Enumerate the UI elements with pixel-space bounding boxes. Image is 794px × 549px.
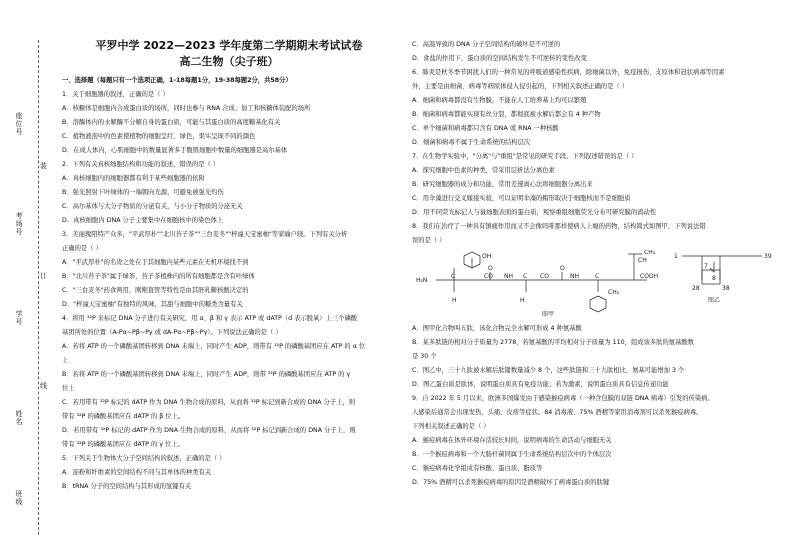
text-line: C．植物液泡中的色素使植物的细胞呈红、绿色，果实呈现不同的颜色 [62,133,256,140]
group-ch3: CH₃ [644,250,656,256]
binding-margin [0,0,60,549]
student-number-label: 学号 [15,310,23,326]
exam-subtitle: 高二生物（尖子班） [179,55,279,68]
text-line: 7．在生物学实验中，"分离"与"重组"是常见的研究手段。下列叙述错误的是（ ） [412,153,638,160]
text-line: C．猴痘病毒化学组成有核酸、蛋白质、脂质等 [412,465,543,472]
text-line: A．淀粉和纤维素的空间结构不同与其单体的种类有关 [62,469,212,476]
text-line: A．图甲化合物叫五肽，该化合物完全水解可形成 4 种氨基酸 [412,325,582,332]
text-line: A．细菌和病毒都没有生物膜，不能在人工培养基上均可以繁殖 [412,97,587,104]
seal-char-zhuang: 装 [40,162,47,170]
exam-title: 平罗中学 2022—2023 学年度第二学期期末考试试卷 [95,39,363,52]
group-cooh: COOH [640,273,659,280]
text-line: 上 [62,357,69,364]
text-line: 6．肺炎是秋冬季节困扰人们的一种常见的呼吸道感染性疾病，除细菌以外，免疫损伤、支原体和冠状病毒等因素 [412,69,725,76]
text-line: B．tRNA 分子的空间结构与其形成的氢键有关 [62,483,192,490]
text-line: D．"梓潼天宝蜜柚"有独特的风味，其甜与细胞中的糖类含量有关 [62,301,243,308]
text-line: 4．将用 ³²P 来标记 DNA 分子进行有关研究，用 α、β 和 γ 表示 ATP 或 dATP（d 表示脱氧）上三个磷酸 [62,315,358,322]
peptide-figure [412,250,784,320]
seal-line [38,40,39,535]
text-line: D．食盐的作用下，蛋白质的空间结构发生不可逆转的变性改变 [412,55,587,62]
text-line: 基团所处的位置（A-Pα~Pβ~Pγ 或 dA-Pα~Pβ~Pγ）。下列说法正确的是（ ） [62,329,282,336]
group-o-1: O [488,265,493,272]
text-line: 8．我们在治疗了一种具有镇痛作用而又不会像吗啡那样使病人上瘾的药物，结构简式如图甲，下列说法错 [412,223,706,230]
text-line: 9．自 2022 年 5 月以来，欧洲多国爆发由于感染猴痘病毒（一种含包膜的双链 DNA 病毒）引发的传染病。 [412,395,714,402]
group-nh-2: NH [570,273,579,280]
figure-svg [412,250,784,320]
text-line: 人感染后通常会出现发热、头痛、皮疹等症状。84 消毒液、75% 酒精等家用消毒剂可以杀死猴痘病毒。 [412,409,703,416]
text-line: 是 30 个 [412,353,437,360]
label-figure-yi: 图乙 [708,297,721,304]
yi-num-28: 28 [692,285,700,292]
text-line: B．一个猴痘病毒和一个大肠杆菌同属于生命系统结构层次中的个体层次 [412,451,612,458]
text-line: 误的是（ ） [412,237,446,244]
figure-jia-text [416,250,658,318]
label-figure-jia: 图甲 [542,311,555,318]
yi-num-1: 1 [674,253,678,260]
text-line: B．若将 ATP 的一个磷酸基团转移到 DNA 末端上，同时产生 ADP，则带 ³²P 的磷酸基团应在 ATP 的 γ [62,371,351,378]
text-line: D．若用带有 ³²P 标记的 dATP 作为 DNA 生物合成的原料，从而将 ³²P 标记到新合成的 DNA 分子上，则 [62,427,356,434]
group-c-1: C [451,273,456,280]
seat-number-label: 座位号 [15,112,23,136]
group-oh: OH [482,253,492,260]
yi-num-39: 39 [764,253,772,260]
text-line: B．研究细胞器的成分和功能，常用差速离心法将细胞器分离出来 [412,181,593,188]
class-label: 班级 [15,490,23,506]
text-line: D．用不同荧光标记人与鼠细胞表面的蛋白质，观察重组细胞荧光分布可研究膜的流动性 [412,209,657,216]
figure-yi-text [674,253,772,304]
text-line: D．图乙蛋白质是肽体，说明蛋白质具有免疫功能；若为激素，说明蛋白质具有信息传递功能 [412,381,669,388]
right-column [412,38,784,490]
left-question-lines [62,74,396,494]
text-line: 5．下列关于生物体大分子空间结构的叙述，正确的是（ ） [62,455,226,462]
exam-room-label: 考场号 [15,212,23,236]
group-h-2: H [520,297,525,304]
left-column [62,38,396,494]
text-line: C．用伞藻进行交叉嫁接实验，可以证明伞藻的帽形取决于细胞核而不是细胞质 [412,195,631,202]
group-co-2: CO [540,273,549,280]
text-line: 3．美丽瑰阳特产众多，"平武厚朴""北川苔子茶""三台麦冬""梓潼天宝蜜柚"等家喻户晓。下列有关分析 [62,231,348,238]
text-line: 带有 ³²P 的磷酸基团应在 dATP 的 γ 位上。 [62,441,184,448]
right-question-lines-bottom [412,322,784,490]
group-ch: CH [638,257,647,264]
group-h2n: H₂N [416,277,428,284]
figure-yi-structure [682,256,762,284]
text-line: A．猴痘病毒在体外环境存活较长时间，说明病毒的生命活动与细胞无关 [412,437,612,444]
text-line: A．核糖体是细胞内合成蛋白质的场所，同时也参与 RNA 合成、加工和核糖体装配的场所 [62,105,311,112]
text-line: 正确的是（ ） [62,245,102,252]
seal-char-ding: 订 [40,272,47,280]
text-line: B．细菌和病毒都能实现有丝分裂，都彻底被水解后都会有 4 种产物 [412,111,601,118]
text-line: A．若将 ATP 的一个磷酸基团转移到 DNA 末端上，同时产生 ADP，则带有 ³²P 的磷酸基团应在 ATP 的 α 位 [62,343,366,350]
text-line: 一、选择题（每题只有一个选项正确，1-18每题1分，19-38每题2分，共58分） [62,77,292,84]
text-line: D．细菌和病毒不属于生命系统的结构层次 [412,139,531,146]
group-nh-1: NH [504,273,513,280]
yi-num-38: 38 [722,285,730,292]
text-line: C．若用带有 ³²P 标记的 dATP 作为 DNA 生物合成的原料，从而将 ³²P 标记到新合成的 DNA 分子上，则 [62,399,356,406]
text-line: 2．下列有关真核细胞结构和功能的叙述，错误的是（ ） [62,161,220,168]
text-line: 外，主要是由细菌、病毒等病原体侵入侵引起的，下列相关叙述正确的是（ ） [412,83,629,90]
text-line: A．探究细胞中色素的种类，常采用层析法分离色素 [412,167,555,174]
name-label: 姓名 [15,410,23,426]
text-line: D．真核细胞内 DNA 分子主要集中在细胞核中的染色体上 [62,217,224,224]
group-co-1: CO [484,273,493,280]
yi-num-8: 8 [712,275,716,282]
text-line: A．"平武厚朴"的名贵之处在于其细胞内某些元素在无机环境找不到 [62,259,249,266]
group-o-2: O [560,265,565,272]
text-line: C．高温导致的 DNA 分子空间结构的破坏是不可逆的 [412,41,561,48]
group-c-3: C [595,273,600,280]
figure-jia-structure [436,252,647,312]
text-line: C．单个细菌和病毒都只含有 DNA 或 RNA 一种核酸 [412,125,559,132]
text-line: B．"北川苔子茶"属于绿茶，苔子茶植株内的所有细胞都是含有叶绿体 [62,273,255,280]
text-line: C．"三台麦冬"药食两用，刚刚直管等特性是由其胚乳糖核酸决定的 [62,287,249,294]
group-ch2: CH₂ [608,289,620,296]
text-line: A．真核细胞内的细胞器都有利于某些细胞器的依附 [62,175,205,182]
text-line: 1．关于细胞器的叙述，正确的是（ ） [62,91,169,98]
text-line: B．溶酶体内的水解酶不分解自身的蛋白质，可能与其蛋白质的高度糖基化有关 [62,119,281,126]
right-question-lines-top [412,38,784,248]
text-line: D．在成人体内，心肌细胞中的数量显著多于腹肌细胞中数量的细胞器是高尔基体 [62,147,288,154]
text-line: C．图乙中，三十九肽被水解后肽键数量减少 8 个，这些肽链和三十九肽相比，氨基可能增加 3 个 [412,367,685,374]
text-line: 下列相关叙述正确的是（ ） [412,423,490,430]
text-line: B．强光照射下叶绿体的一端朝向光源，可避免被强光灼伤 [62,189,224,196]
text-line: 位上 [62,385,75,392]
group-c-2: C [523,273,528,280]
group-h-1: H [452,297,457,304]
text-line: C．高尔基体与大分子物质的分泌有关，与小分子物质的分泌无关 [62,203,243,210]
text-line: B．某多肽链的相对分子质量为 2778，若氨基酸的平均相对分子质量为 110，组成该多肽的氨基酸数 [412,339,694,346]
benzene-ring-2 [590,296,606,312]
yi-num-7: 7 [704,263,708,270]
text-line: 带有 ³²P 的磷酸基团应在 dATP 的 β 位上。 [62,413,185,420]
text-line: D．75% 酒精可以杀死猴痘病毒的原因是酒精破坏了病毒蛋白质的肽键 [412,479,610,486]
seal-char-xian: 线 [40,382,47,390]
